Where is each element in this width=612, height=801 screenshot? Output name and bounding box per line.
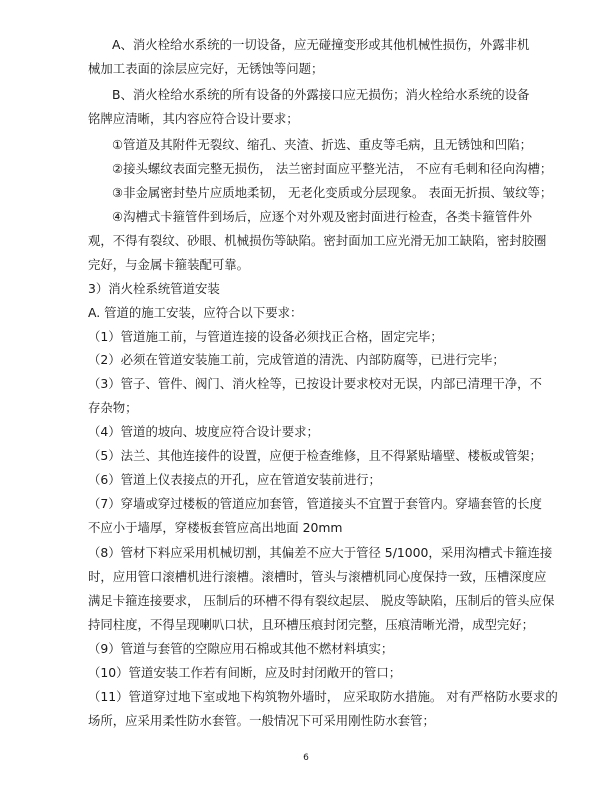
text-line: （1）管道施工前，与管道连接的设备必须找正合格，固定完毕； bbox=[88, 329, 443, 344]
text-line: （2）必须在管道安装施工前，完成管道的清洗、内部防腐等，已进行完毕； bbox=[88, 352, 505, 367]
text-line: （4）管道的坡向、坡度应符合设计要求； bbox=[88, 424, 319, 439]
text-line: （7）穿墙或穿过楼板的管道应加套管，管道接头不宜置于套管内。穿墙套管的长度 bbox=[88, 496, 542, 511]
text-line: ①管道及其附件无裂纹、缩孔、夹渣、折选、重皮等毛病，且无锈蚀和凹陷； bbox=[112, 137, 532, 152]
text-line: （6）管道上仪表接点的开孔，应在管道安装前进行； bbox=[88, 472, 381, 487]
text-line: 场所，应采用柔性防水套管。一般情况下可采用刚性防水套管； bbox=[88, 713, 435, 728]
text-line: 观，不得有裂纹、砂眼、机械损伤等缺陷。密封面加工应光滑无加工缺陷，密封胶圈 bbox=[88, 233, 547, 248]
text-line: ②接头螺纹表面完整无损伤， 法兰密封面应平整光洁， 不应有毛刺和径向沟槽； bbox=[112, 161, 553, 176]
text-line: ④沟槽式卡箍管件到场后，应逐个对外观及密封面进行检查，各类卡箍管件外 bbox=[112, 209, 532, 224]
text-line: 铭牌应清晰，其内容应符合设计要求； bbox=[88, 111, 299, 126]
text-line: 械加工表面的涂层应完好，无锈蚀等问题； bbox=[88, 61, 324, 76]
text-line: A. 管道的施工安装，应符合以下要求： bbox=[88, 305, 303, 320]
text-line: （11）管道穿过地下室或地下构筑物外墙时， 应采取防水措施。 对有严格防水要求的 bbox=[88, 689, 558, 704]
text-line: ③非金属密封垫片应质地柔韧， 无老化变质或分层现象。 表面无折损、皱纹等； bbox=[112, 185, 553, 200]
text-line: （9）管道与套管的空隙应用石棉或其他不燃材料填实； bbox=[88, 641, 394, 656]
text-line: 完好，与金属卡箍装配可靠。 bbox=[88, 257, 250, 272]
section-heading: 3）消火栓系统管道安装 bbox=[88, 281, 220, 296]
text-line: （8）管材下料应采用机械切割，其偏差不应大于管径 5/1000，采用沟槽式卡箍连接 bbox=[88, 545, 553, 560]
page-number: 6 bbox=[303, 753, 309, 763]
text-line: （3）管子、管件、阀门、消火栓等，已按设计要求校对无误，内部已清理干净，不 bbox=[88, 376, 542, 391]
text-line: A、消火栓给水系统的一切设备，应无碰撞变形或其他机械性损伤，外露非机 bbox=[112, 37, 530, 52]
text-line: B、消火栓给水系统的所有设备的外露接口应无损伤；消火栓给水系统的设备 bbox=[112, 87, 530, 102]
text-line: 持同柱度，不得呈现喇叭口状，且环槽压痕封闭完整，压痕清晰光滑，成型完好； bbox=[88, 617, 535, 632]
text-line: （10）管道安装工作若有间断，应及时封闭敞开的管口； bbox=[88, 665, 402, 680]
text-line: 时，应用管口滚槽机进行滚槽。滚槽时，管头与滚槽机同心度保持一致，压槽深度应 bbox=[88, 569, 547, 584]
text-line: （5）法兰、其他连接件的设置，应便于检查维修，且不得紧贴墙壁、楼板或管架； bbox=[88, 448, 542, 463]
text-line: 满足卡箍连接要求， 压制后的环槽不得有裂纹起层、 脱皮等缺陷，压制后的管头应保 bbox=[88, 593, 555, 608]
text-line: 存杂物； bbox=[88, 400, 138, 415]
text-line: 不应小于墙厚，穿楼板套管应高出地面 20mm bbox=[88, 520, 343, 535]
